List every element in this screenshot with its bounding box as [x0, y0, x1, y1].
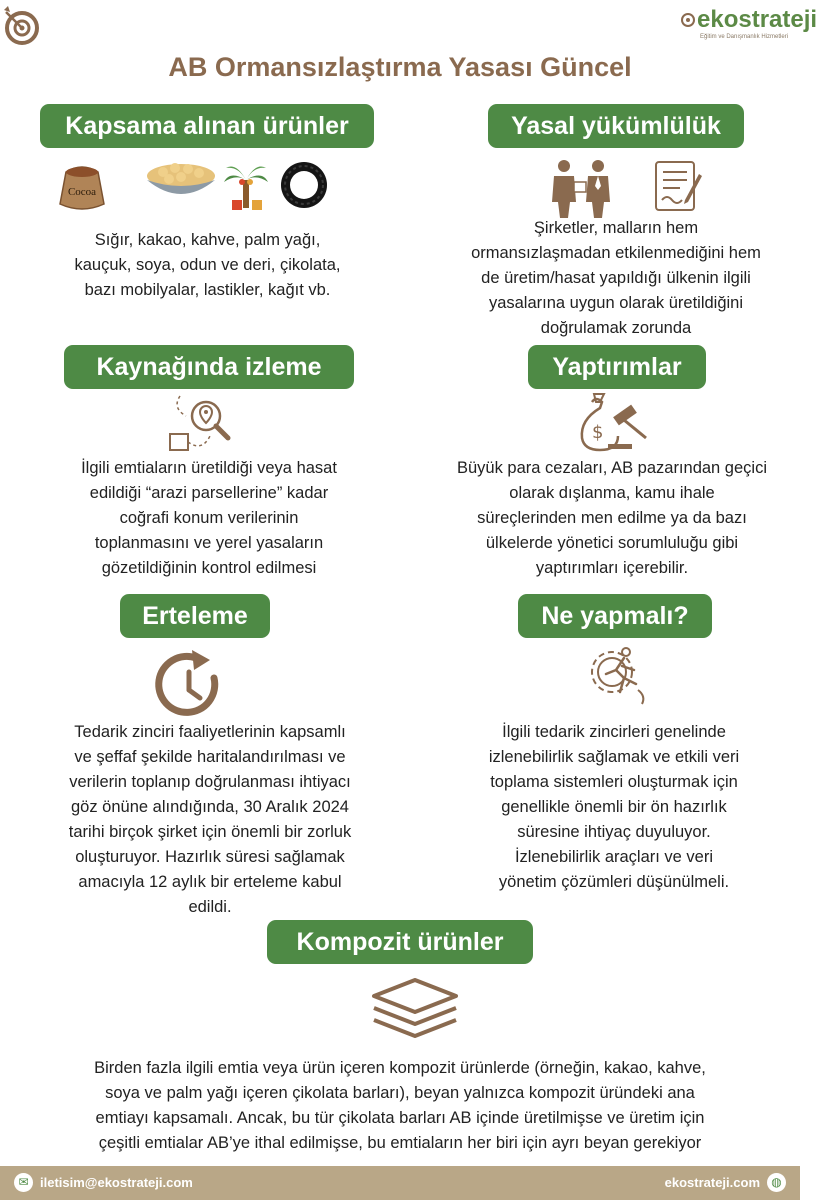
postpone-line: amacıyla 12 aylık bir erteleme kabul — [78, 873, 342, 891]
todo-line: İzlenebilirlik araçları ve veri — [514, 848, 714, 866]
target-logo-icon — [0, 2, 44, 46]
postpone-line: verilerin toplanıp doğrulanması ihtiyacı — [69, 773, 351, 791]
email-icon: ✉ — [14, 1173, 33, 1192]
sanctions-line: ülkelerde yönetici sorumluluğu gibi — [485, 534, 739, 552]
todo-line: yönetim çözümleri düşünülmeli. — [498, 873, 730, 891]
scope-line: Sığır, kakao, kahve, palm yağı, — [94, 231, 321, 249]
todo-line: genellikle önemli bir ön hazırlık — [501, 798, 727, 816]
sanctions-line: yaptırımları içerebilir. — [535, 559, 689, 577]
heading-todo: Ne yapmalı? — [518, 594, 712, 638]
composite-line: soya ve palm yağı içeren çikolata barları), beyan yalnızca kompozit üründeki ana — [105, 1084, 695, 1102]
todo-text — [418, 720, 810, 895]
footer-email-link[interactable]: iletisim@ekostrateji.com — [40, 1175, 193, 1190]
obligation-line: yasalarına uygun olarak üretildiğini — [488, 294, 744, 312]
sanctions-line: olarak dışlanma, kamu ihale — [509, 484, 715, 502]
heading-composite: Kompozit ürünler — [267, 920, 533, 964]
todo-line: süresine ihtiyaç duyuluyor. — [517, 823, 711, 841]
palm-tree-icon — [222, 160, 270, 212]
obligation-line: doğrulamak zorunda — [540, 319, 692, 337]
obligation-line: de üretim/hasat yapıldığı ülkenin ilgili — [481, 269, 751, 287]
tracking-line: coğrafi konum verilerinin — [119, 509, 299, 527]
tracking-line: edildiği “arazi parsellerine” kadar — [89, 484, 329, 502]
gear-runner-icon — [582, 640, 652, 706]
postpone-line: edildi. — [188, 898, 232, 916]
brand-logo-text: ekostrateji — [697, 6, 817, 33]
tire-icon — [279, 160, 329, 210]
clock-history-icon — [152, 648, 226, 722]
heading-postpone: Erteleme — [120, 594, 270, 638]
composite-line: çeşitli emtialar AB’ye ithal edilmişse, bu emtiaların her biri için ayrı beyan gerekiyor — [98, 1134, 702, 1152]
composite-text — [20, 1056, 780, 1156]
composite-line: Birden fazla ilgili emtia veya ürün içeren kompozit ürünlerde (örneğin, kakao, kahve, — [94, 1059, 706, 1077]
footer-website-link[interactable]: ekostrateji.com — [664, 1175, 760, 1190]
footer — [0, 1166, 800, 1200]
scope-line: bazı mobilyalar, lastikler, kağıt vb. — [84, 281, 331, 299]
todo-line: toplama sistemleri oluşturmak için — [490, 773, 738, 791]
scope-text — [30, 228, 385, 303]
heading-scope: Kapsama alınan ürünler — [40, 104, 374, 148]
obligation-line: ormansızlaşmadan etkilenmediğini hem — [471, 244, 761, 262]
layers-icon — [370, 976, 460, 1042]
page-title: AB Ormansızlaştırma Yasası Güncel — [168, 52, 632, 82]
brand-tagline: Eğitim ve Danışmanlık Hizmetleri — [700, 34, 789, 40]
sanctions-line: Büyük para cezaları, AB pazarından geçici — [456, 459, 767, 477]
sanctions-text — [412, 456, 812, 581]
cocoa-sack-icon — [52, 158, 112, 213]
obligation-text — [420, 216, 812, 341]
contract-document-icon — [652, 160, 706, 214]
postpone-text — [20, 720, 400, 920]
tracking-line: İlgili emtiaların üretildiği veya hasat — [81, 459, 337, 477]
composite-line: emtiayı kapsamalı. Ancak, bu tür çikolata barları AB içinde üretilmişse ve üretim için — [95, 1109, 705, 1127]
geolocation-search-icon — [166, 392, 236, 454]
obligation-line: Şirketler, malların hem — [533, 219, 699, 237]
scope-line: kauçuk, soya, odun ve deri, çikolata, — [74, 256, 341, 274]
legal-figures-icon — [548, 156, 618, 220]
heading-obligation: Yasal yükümlülük — [488, 104, 744, 148]
sanctions-line: süreçlerinden men edilme ya da bazı — [477, 509, 747, 527]
tracking-line: gözetildiğinin kontrol edilmesi — [101, 559, 317, 577]
heading-sanctions: Yaptırımlar — [528, 345, 706, 389]
todo-line: İlgili tedarik zincirleri genelinde — [502, 723, 726, 741]
svg-text:$: $ — [592, 422, 604, 443]
postpone-line: Tedarik zinciri faaliyetlerinin kapsamlı — [74, 723, 346, 741]
todo-line: izlenebilirlik sağlamak ve etkili veri — [488, 748, 740, 766]
postpone-line: tarihi birçok şirket için önemli bir zorluk — [68, 823, 352, 841]
money-gavel-icon — [574, 390, 654, 454]
postpone-line: ve şeffaf şekilde haritalandırılması ve — [74, 748, 346, 766]
postpone-line: göz önüne alındığında, 30 Aralık 2024 — [71, 798, 349, 816]
postpone-line: oluşturuyor. Hazırlık süresi sağlamak — [75, 848, 345, 866]
brand-emblem-icon — [680, 12, 696, 28]
globe-icon: ◍ — [767, 1173, 786, 1192]
tracking-text — [25, 456, 393, 581]
tracking-line: toplanmasını ve yerel yasaların — [94, 534, 324, 552]
cocoa-label: Cocoa — [67, 186, 97, 198]
heading-tracking: Kaynağında izleme — [64, 345, 354, 389]
soybean-bowl-icon — [143, 158, 219, 204]
